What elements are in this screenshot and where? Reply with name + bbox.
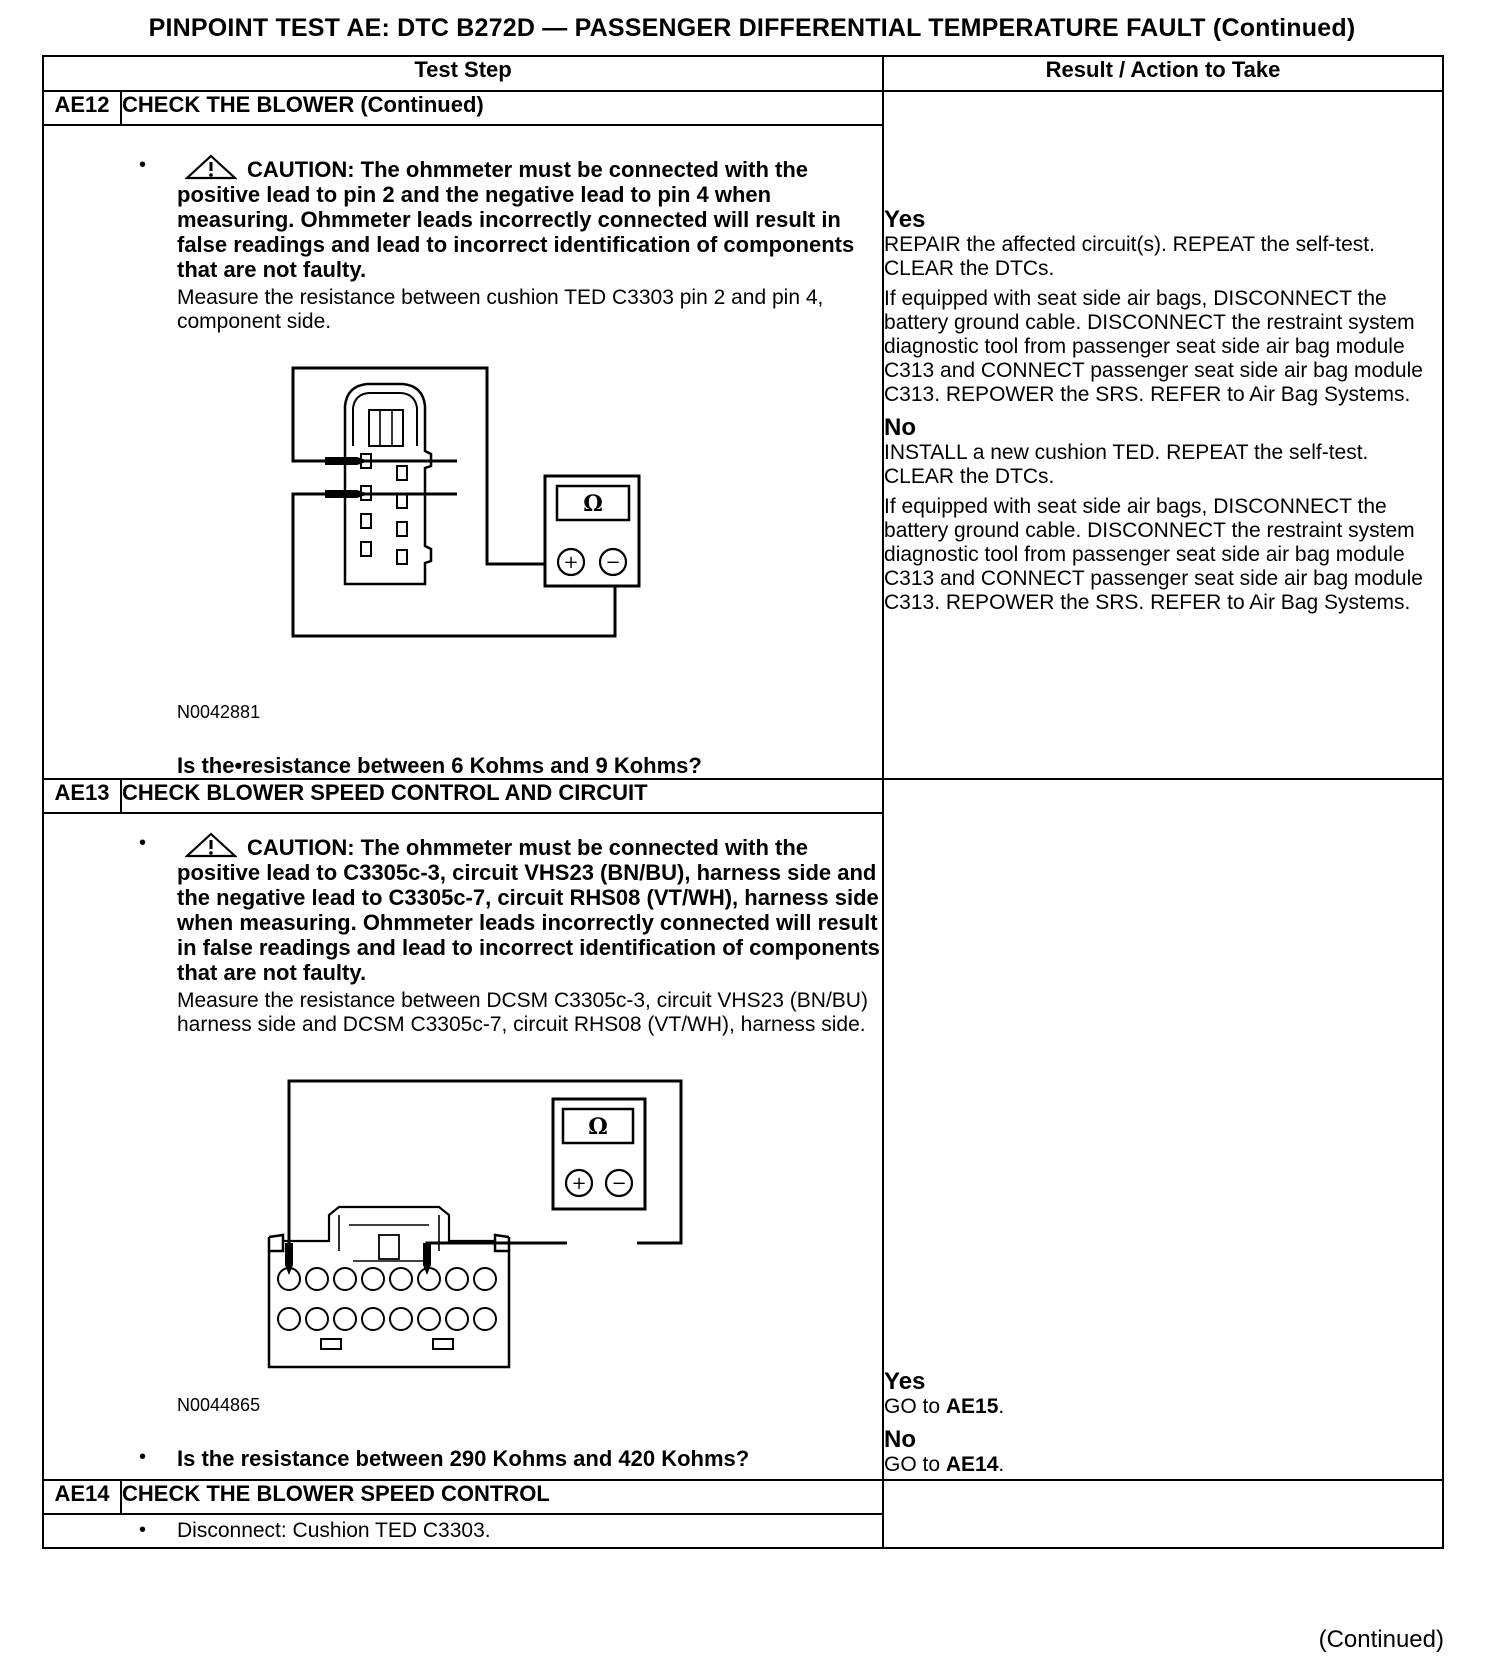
- step-title: CHECK THE BLOWER (Continued): [121, 91, 883, 125]
- result-yes-label: Yes: [884, 1368, 926, 1395]
- step-ae13-result: [883, 779, 1443, 1480]
- instruction-text: Measure the resistance between DCSM C3305c-3, circuit VHS23 (BN/BU) harness side and DCSM C3305c-7, circuit RHS08 (VT/WH), harness side.: [177, 989, 868, 1036]
- instruction-text: Measure the resistance between cushion TED C3303 pin 2 and pin 4, component side.: [177, 286, 824, 333]
- bullet: •: [139, 832, 147, 854]
- result-no-label: No: [884, 1426, 917, 1453]
- ohm-symbol: Ω: [588, 1114, 608, 1140]
- result-no-text: INSTALL a new cushion TED. REPEAT the self-test. CLEAR the DTCs.: [884, 441, 1369, 488]
- question-text: Is the resistance between 290 Kohms and 420 Kohms?: [177, 1446, 750, 1471]
- result-yes-label: Yes: [884, 206, 926, 233]
- positive-terminal-symbol: +: [571, 1173, 587, 1194]
- figure-id: N0044865: [177, 1395, 261, 1415]
- result-no-label: No: [884, 414, 917, 441]
- caution-text: CAUTION: The ohmmeter must be connected with the positive lead to C3305c-3, circuit VHS23 (BN/BU), harness side and the negative lead to C3305c-7, circuit RHS08 (VT/WH), harness side when measuring. Ohmmeter leads incorrectly connected will result in false readings and lead to incorrect identification of components that are not faulty.: [177, 832, 882, 985]
- result-yes-text: GO to AE15.: [884, 1395, 1005, 1418]
- bullet: •: [139, 1519, 147, 1541]
- step-ae14-title-row: [43, 1480, 1443, 1514]
- continued-footer: (Continued): [1318, 1626, 1444, 1653]
- table-header-row: [43, 56, 1443, 91]
- dcsm-connector-diagram: [267, 1075, 727, 1385]
- step-ae14-result: [883, 1480, 1443, 1548]
- bullet: •: [139, 154, 147, 176]
- dcsm-connector: [269, 1235, 509, 1367]
- ohm-symbol: Ω: [583, 491, 603, 517]
- step-ae12-body: [43, 125, 883, 779]
- step-title: CHECK THE BLOWER SPEED CONTROL: [121, 1480, 883, 1514]
- step-ae12-result: [883, 91, 1443, 779]
- positive-lead-wire: [427, 1243, 567, 1271]
- negative-probe-icon: [325, 490, 369, 498]
- positive-probe-icon: [325, 457, 369, 465]
- step-title: CHECK BLOWER SPEED CONTROL AND CIRCUIT: [121, 779, 883, 813]
- page-title: PINPOINT TEST AE: DTC B272D — PASSENGER DIFFERENTIAL TEMPERATURE FAULT (Continued): [148, 14, 1356, 42]
- warning-triangle-icon: [185, 832, 237, 858]
- step-ae14-body: [43, 1514, 883, 1548]
- step-id: AE12: [43, 91, 121, 125]
- step-ae13-body: [43, 813, 883, 1480]
- figure-id: N0042881: [177, 702, 261, 722]
- connector-pins: [361, 454, 407, 564]
- step-id: AE14: [43, 1480, 121, 1514]
- result-no-text: GO to AE14.: [884, 1453, 1005, 1476]
- cushion-ted-connector: [345, 384, 431, 584]
- result-no-note: If equipped with seat side air bags, DISCONNECT the battery ground cable. DISCONNECT the restraint system diagnostic tool from passenger seat side air bag module C313 and CONNECT passenger seat side air bag module C313. REPOWER the SRS. REFER to Air Bag Systems.: [884, 495, 1423, 614]
- ohmmeter-connector-diagram: [285, 366, 805, 666]
- step-id: AE13: [43, 779, 121, 813]
- instruction-text: Disconnect: Cushion TED C3303.: [177, 1519, 491, 1542]
- step-ae13-title-row: [43, 779, 1443, 813]
- positive-terminal-symbol: +: [563, 552, 579, 573]
- negative-probe-icon: [285, 1243, 293, 1275]
- column-header-test-step: Test Step: [43, 56, 883, 91]
- result-yes-note: If equipped with seat side air bags, DISCONNECT the battery ground cable. DISCONNECT the restraint system diagnostic tool from passenger seat side air bag module C313 and CONNECT passenger seat side air bag module C313. REPOWER the SRS. REFER to Air Bag Systems.: [884, 287, 1423, 406]
- bullet: •: [139, 1446, 147, 1468]
- pinpoint-test-table: [42, 55, 1444, 1549]
- column-header-result: Result / Action to Take: [883, 56, 1443, 91]
- negative-terminal-symbol: −: [611, 1173, 627, 1194]
- warning-triangle-icon: [185, 154, 237, 180]
- caution-text: CAUTION: The ohmmeter must be connected with the positive lead to pin 2 and the negative lead to pin 4 when measuring. Ohmmeter leads incorrectly connected will result in false readings and lead to incorrect identification of components that are not faulty.: [177, 154, 882, 282]
- step-ae12-title-row: [43, 91, 1443, 125]
- result-yes-text: REPAIR the affected circuit(s). REPEAT the self-test. CLEAR the DTCs.: [884, 233, 1375, 280]
- question-text: Is the•resistance between 6 Kohms and 9 Kohms?: [177, 753, 702, 778]
- negative-terminal-symbol: −: [605, 552, 621, 573]
- connector-pins: [278, 1268, 496, 1349]
